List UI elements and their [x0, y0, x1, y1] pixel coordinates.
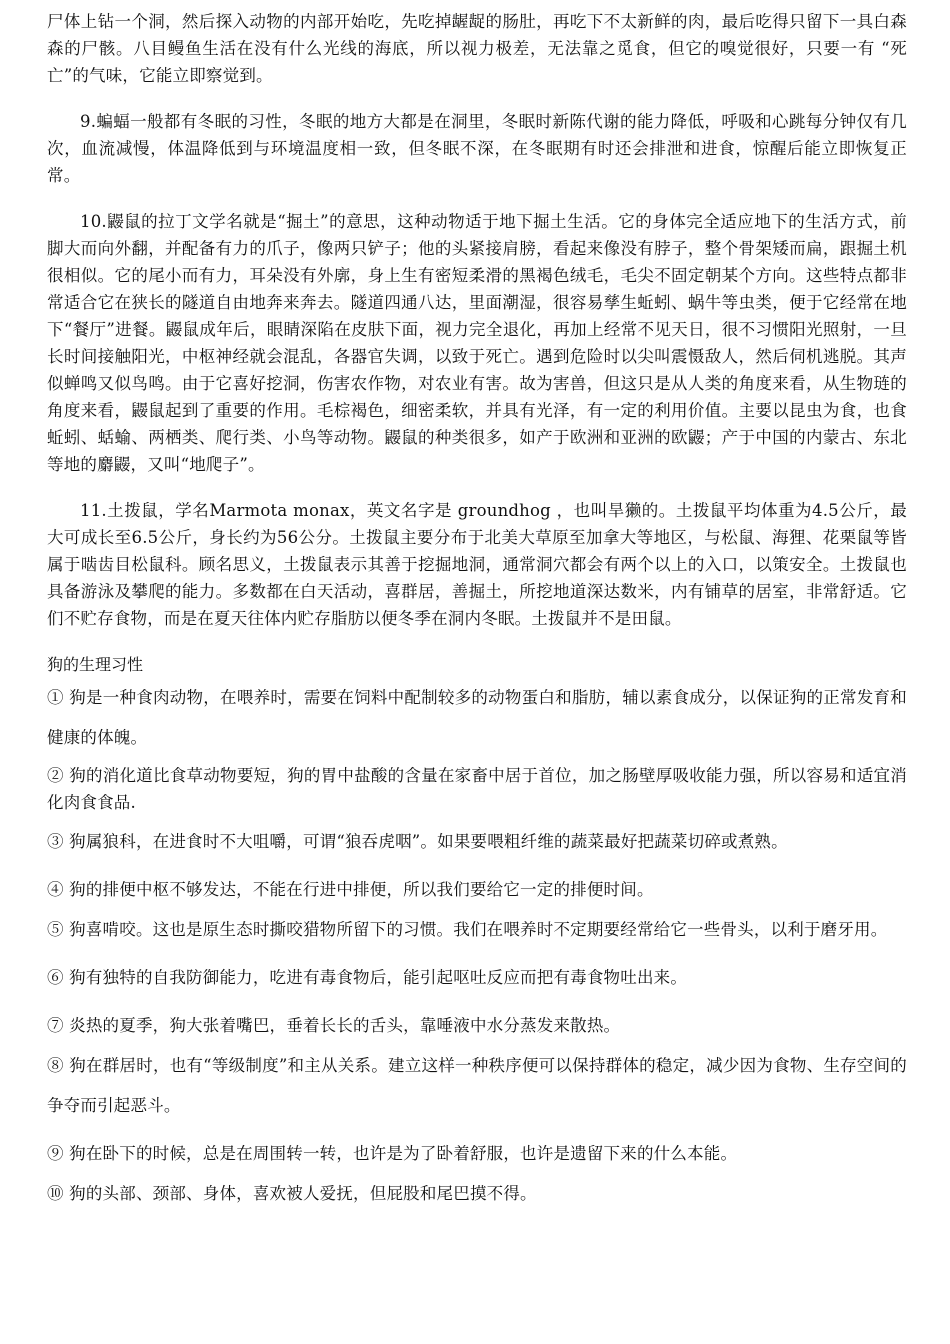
paragraph-mole: 10.鼹鼠的拉丁文学名就是“掘土”的意思，这种动物适于地下掘土生活。它的身体完全适应地下的生活方式，前脚大而向外翻，并配备有力的爪子，像两只铲子；他的头紧接肩膀，看起来像没有脖子，整个骨架矮而扁，跟掘土机很相似。它的尾小而有力，耳朵没有外廓，身上生有密短柔滑的黑褐色绒毛，毛尖不固定朝某个方向。这些特点都非常适合它在狭长的隧道自由地奔来奔去。隧道四通八达，里面潮湿，很容易孳生蚯蚓、蜗牛等虫类，便于它经常在地下“餐厅”进餐。鼹鼠成年后，眼睛深陷在皮肤下面，视力完全退化，再加上经常不见天日，很不习惯阳光照射，一旦长时间接触阳光，中枢神经就会混乱，各器官失调，以致于死亡。遇到危险时以尖叫震慑敌人，然后伺机逃脱。其声似蝉鸣又似鸟鸣。由于它喜好挖洞，伤害农作物，对农业有害。故为害兽，但这只是从人类的角度来看，从生物琏的角度来看，鼹鼠起到了重要的作用。毛棕褐色，细密柔软，并具有光泽，有一定的利用价值。主要以昆虫为食，也食蚯蚓、蛞蝓、两栖类、爬行类、小鸟等动物。鼹鼠的种类很多，如产于欧洲和亚洲的欧鼹；产于中国的内蒙古、东北等地的麝鼹，又叫“地爬子”。: [47, 212, 907, 474]
list-item-dog-9: ⑨ 狗在卧下的时候，总是在周围转一转，也许是为了卧着舒服，也许是遗留下来的什么本能。: [47, 1144, 738, 1163]
list-item-dog-4: ④ 狗的排便中枢不够发达，不能在行进中排便，所以我们要给它一定的排便时间。: [47, 880, 654, 899]
document-page: [47, 8, 907, 1214]
paragraph-groundhog: 11.土拨鼠，学名Marmota monax，英文名字是 groundhog ，也叫旱獭的。土拨鼠平均体重为4.5公斤，最大可成长至6.5公斤，身长约为56公分。土拨鼠主要分布于北美大草原至加拿大等地区，与松鼠、海狸、花栗鼠等皆属于啮齿目松鼠科。顾名思义，土拨鼠表示其善于挖掘地洞，通常洞穴都会有两个以上的入口，以策安全。土拨鼠也具备游泳及攀爬的能力。多数都在白天活动，喜群居，善掘土，所挖地道深达数米，内有铺草的居室，非常舒适。它们不贮存食物，而是在夏天往体内贮存脂肪以便冬季在洞内冬眠。土拨鼠并不是田鼠。: [47, 501, 907, 628]
list-item-dog-6: ⑥ 狗有独特的自我防御能力，吃进有毒食物后，能引起呕吐反应而把有毒食物吐出来。: [47, 968, 688, 987]
list-item-dog-7: ⑦ 炎热的夏季，狗大张着嘴巴，垂着长长的舌头，靠唾液中水分蒸发来散热。: [47, 1016, 621, 1035]
section-title-dog-habits: 狗的生理习性: [47, 655, 144, 674]
list-item-dog-10: ⑩ 狗的头部、颈部、身体，喜欢被人爱抚，但屁股和尾巴摸不得。: [47, 1184, 537, 1203]
paragraph-lamprey-continued: 尸体上钻一个洞，然后探入动物的内部开始吃，先吃掉龌龊的肠肚，再吃下不太新鲜的肉，最后吃得只留下一具白森森的尸骸。八目鳗鱼生活在没有什么光线的海底，所以视力极差，无法靠之觅食，但它的嗅觉很好，只要一有 “死亡”的气味，它能立即察觉到。: [47, 12, 907, 85]
list-item-dog-8: ⑧ 狗在群居时，也有“等级制度”和主从关系。建立这样一种秩序便可以保持群体的稳定，减少因为食物、生存空间的争夺而引起恶斗。: [47, 1056, 907, 1115]
list-item-dog-3: ③ 狗属狼科，在进食时不大咀嚼，可谓“狼吞虎咽”。如果要喂粗纤维的蔬菜最好把蔬菜切碎或煮熟。: [47, 832, 788, 851]
list-item-dog-2: ② 狗的消化道比食草动物要短，狗的胃中盐酸的含量在家畜中居于首位，加之肠壁厚吸收能力强，所以容易和适宜消化肉食食品.: [47, 766, 907, 812]
list-item-dog-1: ① 狗是一种食肉动物，在喂养时，需要在饲料中配制较多的动物蛋白和脂肪，辅以素食成分，以保证狗的正常发育和健康的体魄。: [47, 688, 907, 747]
list-item-dog-5: ⑤ 狗喜啃咬。这也是原生态时撕咬猎物所留下的习惯。我们在喂养时不定期要经常给它一些骨头，以利于磨牙用。: [47, 920, 888, 939]
paragraph-bat: 9.蝙蝠一般都有冬眠的习性，冬眠的地方大都是在洞里，冬眠时新陈代谢的能力降低，呼吸和心跳每分钟仅有几次，血流减慢，体温降低到与环境温度相一致，但冬眠不深，在冬眠期有时还会排泄和进食，惊醒后能立即恢复正常。: [47, 112, 907, 185]
